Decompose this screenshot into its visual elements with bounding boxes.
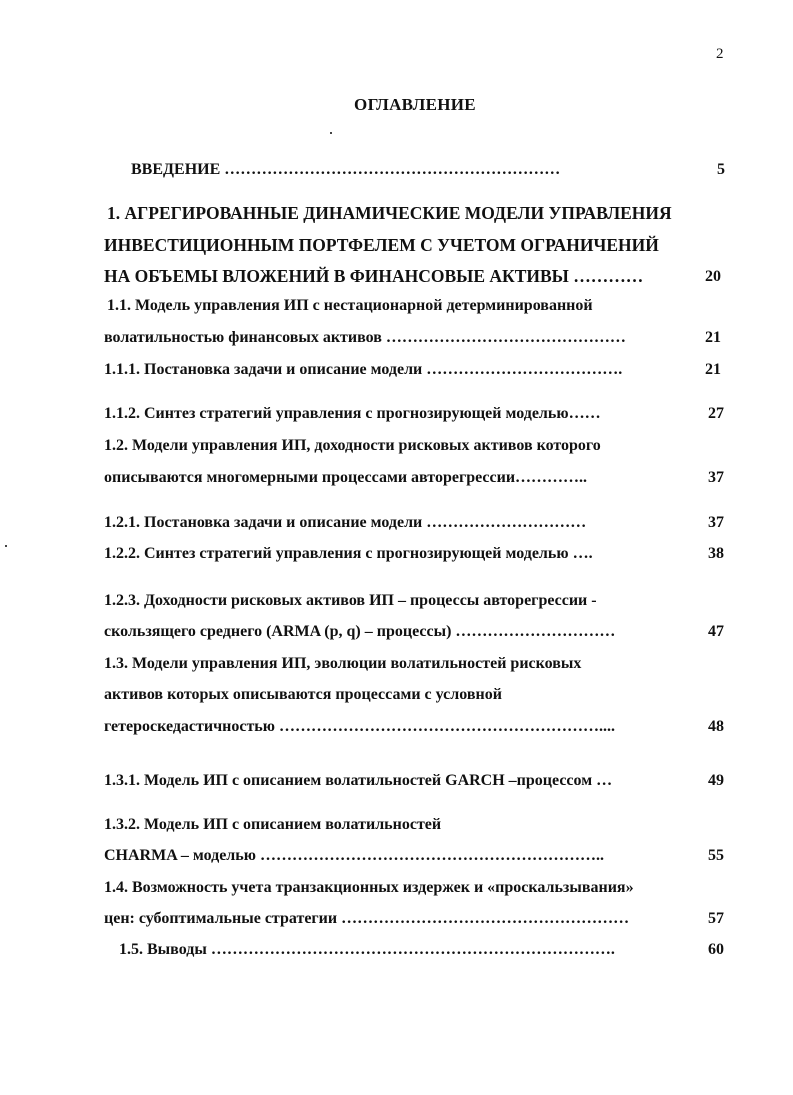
toc-entry-page: 37 [708,514,724,531]
toc-entry-text: 1.1. Модель управления ИП с нестационарной детерминированной [107,297,593,314]
toc-entry-text: волатильностью финансовых активов ……………………………………… [104,329,626,346]
toc-entry-page: 48 [708,718,724,735]
toc-entry-page: 49 [708,772,724,789]
toc-entry-page: 20 [705,268,721,285]
toc-entry-text: 1.5. Выводы …………………………………………………………………. [119,941,615,958]
toc-entry-text: 1. АГРЕГИРОВАННЫЕ ДИНАМИЧЕСКИЕ МОДЕЛИ УПРАВЛЕНИЯ [107,203,672,223]
toc-entry-text: 1.2.1. Постановка задачи и описание модели ………………………… [104,514,587,531]
toc-entry-page: 27 [708,405,724,422]
toc-entry-text: описываются многомерными процессами авторегрессии………….. [104,469,588,486]
toc-entry-page: 21 [705,361,721,378]
toc-entry-page: 57 [708,910,724,927]
toc-entry-text: 1.4. Возможность учета транзакционных издержек и «проскальзывания» [104,879,634,896]
toc-entry-text: CHARMA – моделью ……………………………………………………….. [104,847,604,864]
page-title: ОГЛАВЛЕНИЕ [354,95,476,114]
toc-entry-text: 1.3.1. Модель ИП с описанием волатильностей GARCH –процессом … [104,772,613,789]
toc-entry-text: гетероскедастичностью …………………………………………………….... [104,718,615,735]
toc-entry-text: 1.3.2. Модель ИП с описанием волатильностей [104,816,442,833]
toc-entry-page: 47 [708,623,724,640]
toc-entry-text: скользящего среднего (ARMA (p, q) – процессы) ………………………… [104,623,616,640]
toc-entry-text: 1.1.1. Постановка задачи и описание модели ………………………………. [104,361,623,378]
toc-entry-text: активов которых описываются процессами с условной [104,686,502,703]
scan-speck [5,545,7,547]
toc-entry-page: 38 [708,545,724,562]
toc-entry-page: 55 [708,847,724,864]
toc-entry-text: НА ОБЪЕМЫ ВЛОЖЕНИЙ В ФИНАНСОВЫЕ АКТИВЫ ………… [104,266,644,286]
toc-entry-text: 1.3. Модели управления ИП, эволюции волатильностей рисковых [104,655,582,672]
toc-entry-page: 60 [708,941,724,958]
toc-entry-page: 5 [717,161,725,178]
toc-entry-text: ВВЕДЕНИЕ ……………………………………………………… [131,161,561,178]
toc-entry-text: 1.2.3. Доходности рисковых активов ИП – процессы авторегрессии - [104,592,597,609]
toc-entry-text: 1.2.2. Синтез стратегий управления с прогнозирующей моделью …. [104,545,593,562]
page-number: 2 [716,46,724,62]
toc-entry-page: 21 [705,329,721,346]
toc-entry-page: 37 [708,469,724,486]
toc-entry-text: ИНВЕСТИЦИОННЫМ ПОРТФЕЛЕМ С УЧЕТОМ ОГРАНИЧЕНИЙ [104,235,659,255]
toc-entry-text: 1.1.2. Синтез стратегий управления с прогнозирующей моделью…… [104,405,601,422]
toc-entry-text: цен: субоптимальные стратегии ……………………………………………… [104,910,630,927]
scan-speck [330,132,332,134]
toc-entry-text: 1.2. Модели управления ИП, доходности рисковых активов которого [104,437,601,454]
